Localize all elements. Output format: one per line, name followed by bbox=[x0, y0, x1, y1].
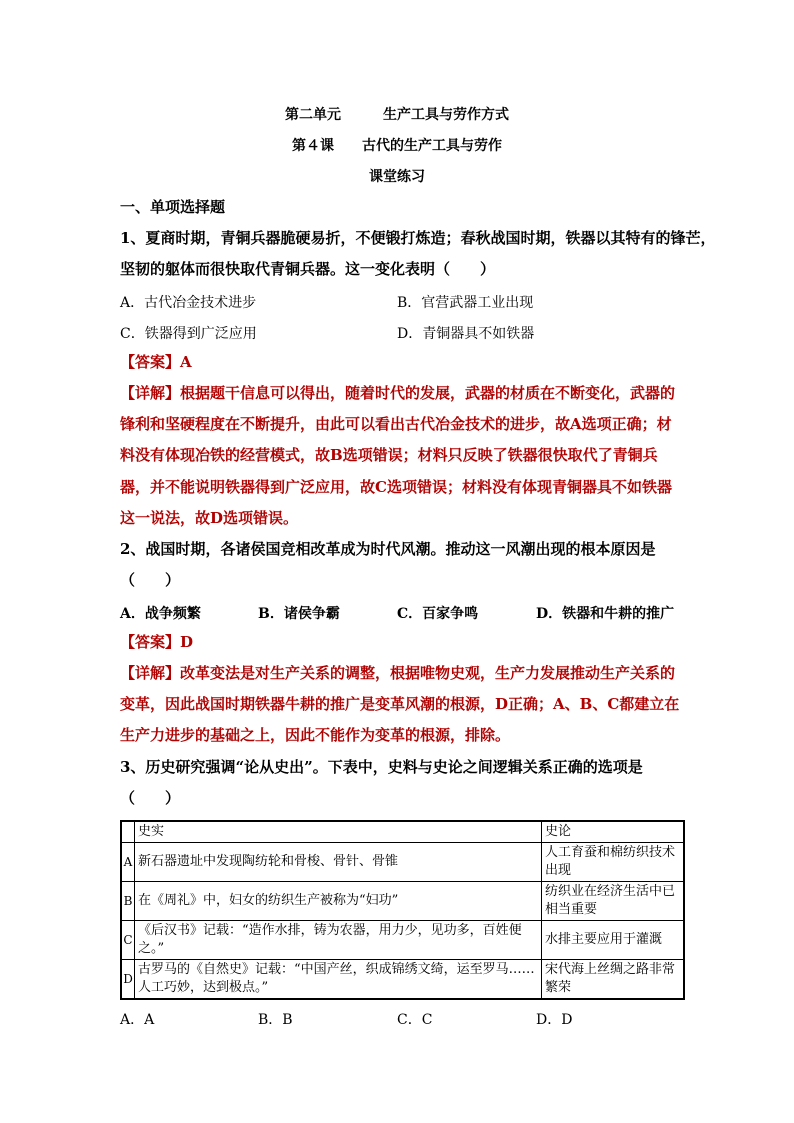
q2-stem-line1: 2、战国时期，各诸侯国竞相改革成为时代风潮。推动这一风潮出现的根本原因是 bbox=[120, 540, 656, 558]
q1-option-a: A．古代冶金技术进步 bbox=[120, 295, 257, 311]
unit-title: 第二单元 生产工具与劳作方式 bbox=[285, 107, 509, 123]
table-header-fact: 史实 bbox=[135, 821, 542, 843]
q3-option-d: D．D bbox=[536, 1012, 573, 1028]
q1-option-d: D．青铜器具不如铁器 bbox=[397, 326, 535, 342]
table-header-corner bbox=[121, 821, 135, 843]
table-header-thesis: 史论 bbox=[542, 821, 685, 843]
q3-stem-line1: 3、历史研究强调“论从史出”。下表中，史料与史论之间逻辑关系正确的选项是 bbox=[120, 758, 643, 776]
table-header-row bbox=[121, 821, 684, 843]
q2-option-c: C．百家争鸣 bbox=[397, 606, 479, 622]
answer-label: 【答案】 bbox=[120, 353, 181, 371]
q2-detail bbox=[120, 658, 680, 752]
detail-text: 根据题干信息可以得出，随着时代的发展，武器的材质在不断变化，武器的锋利和坚硬程度在不断提升，由此可以看出古代冶金技术的进步，故A选项正确；材料没有体现冶铁的经营模式，故B选项错误；材料只反映了铁器很快取代了青铜兵器，并不能说明铁器得到广泛应用，故C选项错误；材料没有体现青铜器具不如铁器这一说法，故D选项错误。 bbox=[120, 384, 676, 527]
q3-stem-line2: （ ） bbox=[120, 789, 181, 807]
q3-option-b: B．B bbox=[258, 1012, 293, 1028]
part-title: 一、单项选择题 bbox=[120, 198, 226, 216]
detail-label: 【详解】 bbox=[120, 384, 181, 402]
table-row bbox=[121, 882, 684, 921]
answer-value: A bbox=[180, 353, 192, 371]
q1-stem-line1: 1、夏商时期，青铜兵器脆硬易折，不便锻打炼造；春秋战国时期，铁器以其特有的锋芒， bbox=[120, 229, 716, 247]
row-fact: 古罗马的《自然史》记载：“中国产丝，织成锦绣文绮，运至罗马……人工巧妙，达到极点。” bbox=[135, 960, 542, 1000]
q1-detail bbox=[120, 378, 680, 534]
row-fact: 《后汉书》记载：“造作水排，铸为农器，用力少，见功多，百姓便之。” bbox=[135, 921, 542, 960]
row-fact: 在《周礼》中，妇女的纺织生产被称为“妇功” bbox=[135, 882, 542, 921]
section-title: 课堂练习 bbox=[369, 169, 425, 185]
answer-label: 【答案】 bbox=[120, 633, 181, 651]
answer-value: D bbox=[180, 633, 194, 651]
lesson-title: 第４课 古代的生产工具与劳作 bbox=[292, 138, 502, 154]
detail-text: 改革变法是对生产关系的调整，根据唯物史观，生产力发展推动生产关系的变革，因此战国时期铁器牛耕的推广是变革风潮的根源，D正确；A、B、C都建立在生产力进步的基础之上，因此不能作为变革的根源，排除。 bbox=[120, 664, 680, 745]
table-row bbox=[121, 843, 684, 882]
table-row bbox=[121, 921, 684, 960]
row-thesis: 水排主要应用于灌溉 bbox=[542, 921, 685, 960]
detail-label: 【详解】 bbox=[120, 664, 181, 682]
row-label: C bbox=[121, 921, 135, 960]
q2-option-a: A．战争频繁 bbox=[120, 606, 201, 622]
q1-stem-line2: 坚韧的躯体而很快取代青铜兵器。这一变化表明（ ） bbox=[120, 260, 496, 278]
q3-option-c: C．C bbox=[397, 1012, 433, 1028]
q1-option-c: C．铁器得到广泛应用 bbox=[120, 326, 257, 342]
q2-option-d: D．铁器和牛耕的推广 bbox=[536, 606, 675, 622]
row-thesis: 纺织业在经济生活中已相当重要 bbox=[542, 882, 685, 921]
row-label: D bbox=[121, 960, 135, 1000]
row-label: A bbox=[121, 843, 135, 882]
table-row bbox=[121, 960, 684, 1000]
source-table bbox=[120, 820, 685, 1000]
q1-option-b: B．官营武器工业出现 bbox=[397, 295, 534, 311]
row-fact: 新石器遗址中发现陶纺轮和骨梭、骨针、骨锥 bbox=[135, 843, 542, 882]
row-label: B bbox=[121, 882, 135, 921]
row-thesis: 宋代海上丝绸之路非常繁荣 bbox=[542, 960, 685, 1000]
q2-answer bbox=[120, 627, 680, 658]
row-thesis: 人工育蚕和棉纺织技术出现 bbox=[542, 843, 685, 882]
q2-stem-line2: （ ） bbox=[120, 571, 181, 589]
q3-option-a: A．A bbox=[120, 1012, 155, 1028]
q2-option-b: B．诸侯争霸 bbox=[258, 606, 340, 622]
q1-answer bbox=[120, 347, 680, 378]
